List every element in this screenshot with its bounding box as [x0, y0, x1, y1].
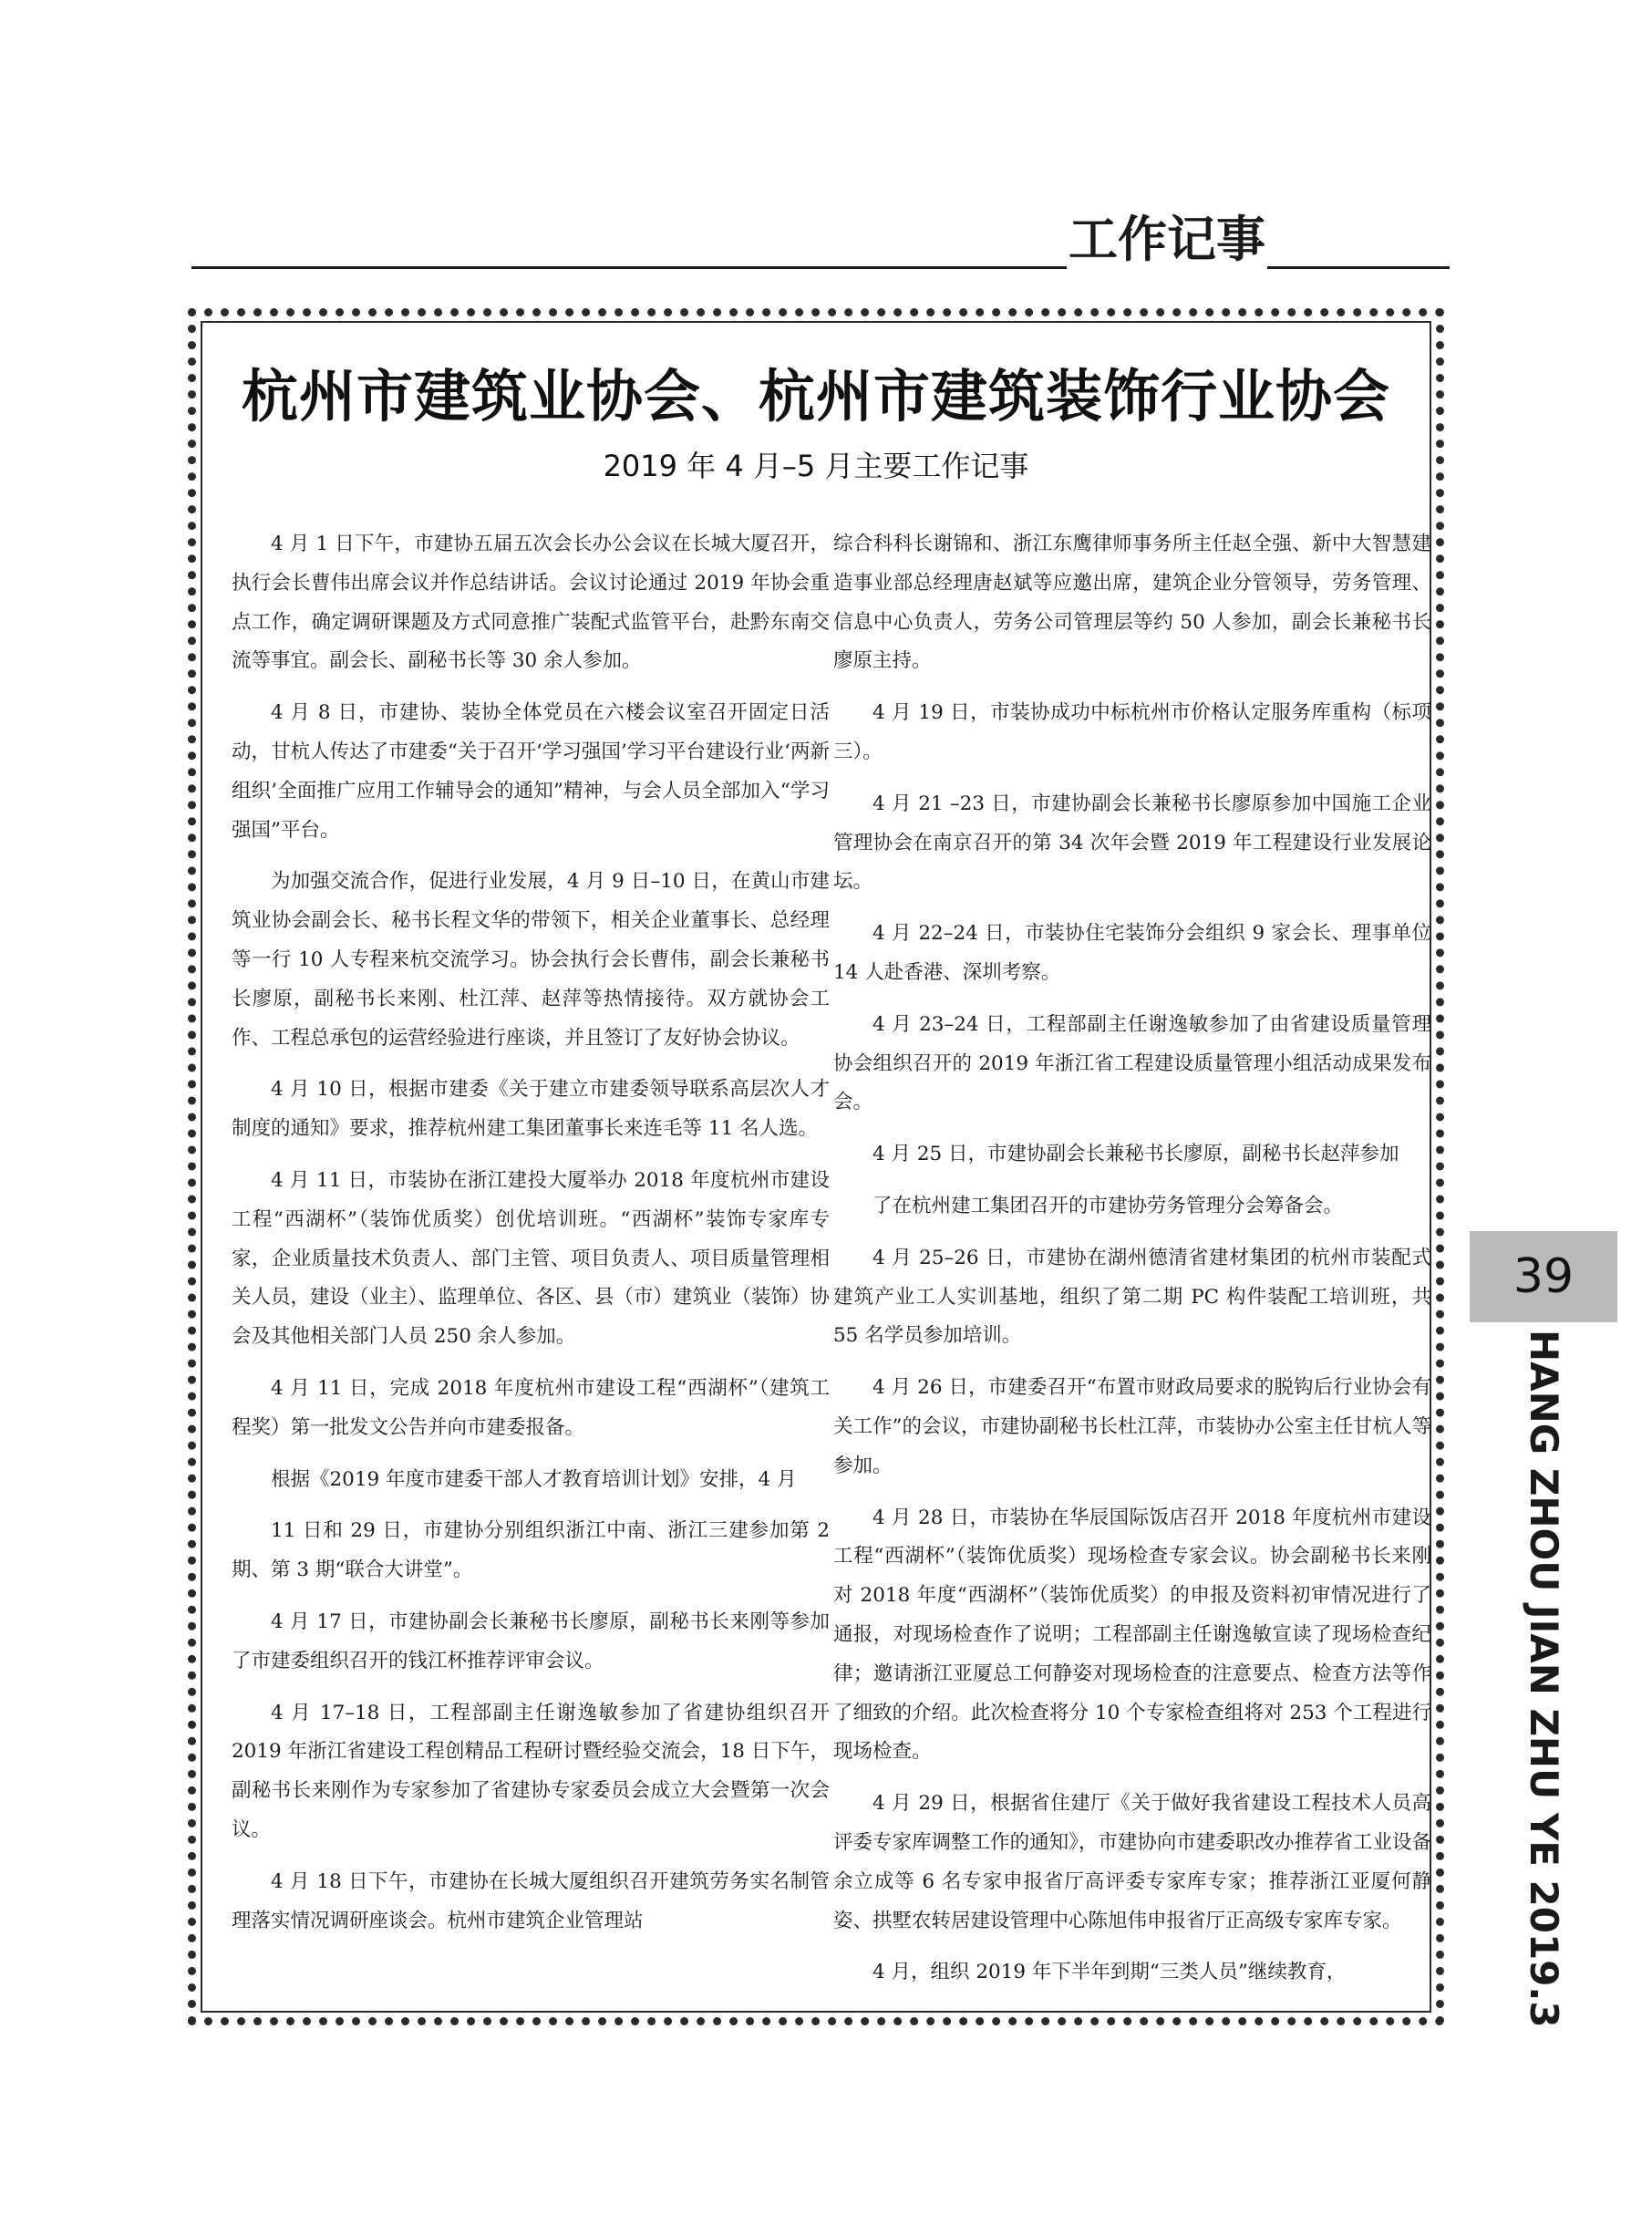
- paragraph: 为加强交流合作，促进行业发展，4 月 9 日–10 日，在黄山市建筑业协会副会长、秘书长程文华的带领下，相关企业董事长、总经理等一行 10 人专程来杭交流学习。协会执行会长曹伟，副会长兼秘书长廖原，副秘书长来刚、杜江萍、赵萍等热情接待。双方就协会工作、工程总承包的运营经验进行座谈，并且签订了友好协会协议。: [232, 870, 830, 1050]
- paragraph: 4 月 17 日，市建协副会长兼秘书长廖原，副秘书长来刚等参加了市建委组织召开的钱江杯推荐评审会议。: [232, 1610, 830, 1672]
- left-column: [232, 525, 830, 2012]
- paragraph: 4 月 1 日下午，市建协五届五次会长办公会议在长城大厦召开，执行会长曹伟出席会议并作总结讲话。会议讨论通过 2019 年协会重点工作，确定调研课题及方式同意推广装配式监管平台，赴黔东南交流等事宜。副会长、副秘书长等 30 余人参加。: [232, 533, 830, 673]
- article-subtitle: 2019 年 4 月–5 月主要工作记事: [603, 449, 1029, 483]
- paragraph: 4 月 11 日，市装协在浙江建投大厦举办 2018 年度杭州市建设工程“西湖杯”（装饰优质奖）创优培训班。“西湖杯”装饰专家库专家，企业质量技术负责人、部门主管、项目负责人、项目质量管理相关人员，建设（业主）、监理单位、各区、县（市）建筑业（装饰）协会及其他相关部门人员 250 余人参加。: [232, 1168, 830, 1349]
- right-column: [833, 525, 1431, 2012]
- section-title: 工作记事: [1069, 211, 1265, 268]
- paragraph: 4 月 18 日下午，市建协在长城大厦组织召开建筑劳务实名制管理落实情况调研座谈会。杭州市建筑企业管理站: [232, 1869, 830, 1932]
- paragraph: 了在杭州建工集团召开的市建协劳务管理分会筹备会。: [872, 1194, 1344, 1217]
- paragraph: 4 月 29 日，根据省住建厅《关于做好我省建设工程技术人员高评委专家库调整工作的通知》，市建协向市建委职改办推荐省工业设备余立成等 6 名专家申报省厅高评委专家库专家；推荐浙江亚厦何静姿、拱墅农转居建设管理中心陈旭伟申报省厅正高级专家库专家。: [833, 1792, 1431, 1932]
- paragraph: 4 月 25 日，市建协副会长兼秘书长廖原，副秘书长赵萍参加: [872, 1143, 1399, 1166]
- paragraph: 4 月 8 日，市建协、装协全体党员在六楼会议室召开固定日活动，甘杭人传达了市建委“关于召开‘学习强国’学习平台建设行业‘两新组织’全面推广应用工作辅导会的通知”精神，与会人员全部加入“学习强国”平台。: [232, 701, 830, 842]
- paragraph: 4 月 22–24 日，市装协住宅装饰分会组织 9 家会长、理事单位 14 人赴香港、深圳考察。: [833, 922, 1431, 984]
- paragraph: 4 月 11 日，完成 2018 年度杭州市建设工程“西湖杯”（建筑工程奖）第一批发文公告并向市建委报备。: [232, 1376, 830, 1439]
- page-number: 39: [1470, 1231, 1617, 1322]
- section-rule-right: [1267, 266, 1450, 269]
- paragraph: 4 月，组织 2019 年下半年到期“三类人员”继续教育，: [872, 1961, 1347, 1984]
- paragraph: 4 月 17–18 日，工程部副主任谢逸敏参加了省建协组织召开 2019 年浙江省建设工程创精品工程研讨暨经验交流会，18 日下午，副秘书长来刚作为专家参加了省建协专家委员会成立大会暨第一次会议。: [232, 1701, 830, 1841]
- section-rule-left: [191, 266, 1067, 269]
- paragraph: 4 月 28 日，市装协在华辰国际饭店召开 2018 年度杭州市建设工程“西湖杯”（装饰优质奖）现场检查专家会议。协会副秘书长来刚对 2018 年度“西湖杯”（装饰优质奖）的申报及资料初审情况进行了通报，对现场检查作了说明；工程部副主任谢逸敏宣读了现场检查纪律；邀请浙江亚厦总工何静姿对现场检查的注意要点、检查方法等作了细致的介绍。此次检查将分 10 个专家检查组将对 253 个工程进行现场检查。: [833, 1506, 1431, 1764]
- paragraph: 根据《2019 年度市建委干部人才教育培训计划》安排，4 月: [271, 1467, 797, 1491]
- paragraph: 4 月 25–26 日，市建协在湖州德清省建材集团的杭州市装配式建筑产业工人实训基地，组织了第二期 PC 构件装配工培训班，共 55 名学员参加培训。: [833, 1246, 1431, 1348]
- paragraph: 4 月 23–24 日，工程部副主任谢逸敏参加了由省建设质量管理协会组织召开的 2019 年浙江省工程建设质量管理小组活动成果发布会。: [833, 1012, 1431, 1114]
- paragraph: 综合科科长谢锦和、浙江东鹰律师事务所主任赵全强、新中大智慧建造事业部总经理唐赵斌等应邀出席，建筑企业分管领导，劳务管理、信息中心负责人，劳务公司管理层等约 50 人参加，副会长兼秘书长廖原主持。: [833, 533, 1431, 673]
- journal-line-text: HANG ZHOU JIAN ZHU YE 2019.3: [1522, 1330, 1566, 2028]
- paragraph: 4 月 19 日，市装协成功中标杭州市价格认定服务库重构（标项三）。: [833, 701, 1431, 763]
- paragraph: 4 月 26 日，市建委召开“布置市财政局要求的脱钩后行业协会有关工作”的会议，市建协副秘书长杜江萍，市装协办公室主任甘杭人等参加。: [833, 1376, 1431, 1477]
- paragraph: 4 月 10 日，根据市建委《关于建立市建委领导联系高层次人才制度的通知》要求，推荐杭州建工集团董事长来连毛等 11 名人选。: [232, 1078, 830, 1141]
- article-title: 杭州市建筑业协会、杭州市建筑装饰行业协会: [241, 363, 1390, 430]
- paragraph: 4 月 21 –23 日，市建协副会长兼秘书长廖原参加中国施工企业管理协会在南京召开的第 34 次年会暨 2019 年工程建设行业发展论坛。: [833, 792, 1431, 894]
- paragraph: 11 日和 29 日，市建协分别组织浙江中南、浙江三建参加第 2 期、第 3 期“联合大讲堂”。: [232, 1519, 830, 1582]
